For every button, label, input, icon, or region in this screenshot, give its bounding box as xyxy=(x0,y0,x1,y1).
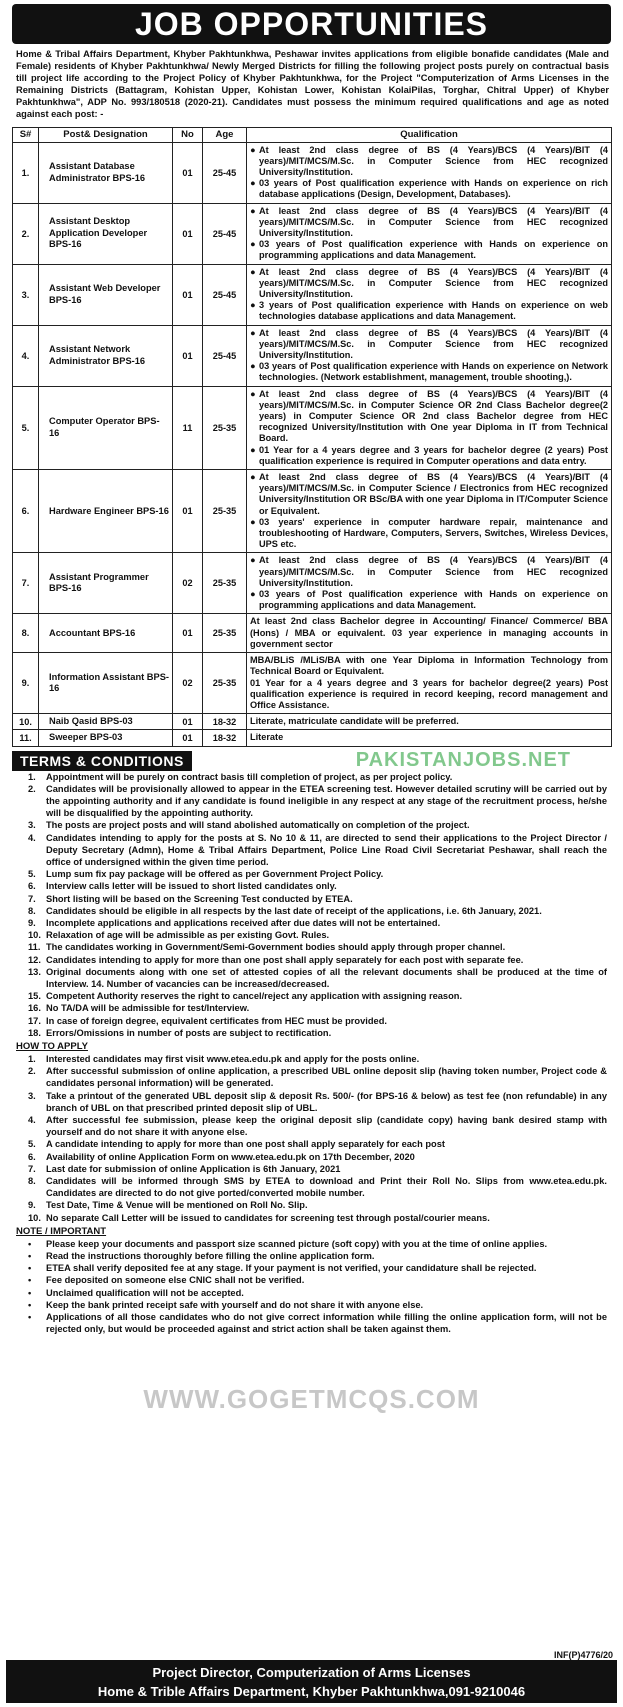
qualification-text: At least 2nd class degree of BS (4 Years)/BCS (4 Years)/BIT (4 years)/MIT/MCS/M.Sc. in Computer Science from HEC recognized University/Institution. xyxy=(259,266,608,299)
cell-sn: 8. xyxy=(13,614,39,653)
term-item xyxy=(28,941,607,953)
list-number: • xyxy=(28,1263,32,1274)
list-number: • xyxy=(28,1312,32,1323)
note-title: NOTE / IMPORTANT xyxy=(16,1225,107,1237)
list-text: Errors/Omissions in number of posts are subject to rectification. xyxy=(46,1027,332,1038)
list-text: A candidate intending to apply for more than one post shall apply separately for each post xyxy=(46,1139,445,1150)
bullet-icon: ● xyxy=(250,205,256,216)
reference-number: INF(P)4776/20 xyxy=(553,1650,613,1660)
cell-sn: 6. xyxy=(13,470,39,553)
qualification-item xyxy=(250,389,608,445)
list-number: 9. xyxy=(28,917,36,928)
cell-sn: 5. xyxy=(13,386,39,469)
watermark-top: PAKISTANJOBS.NET xyxy=(355,749,571,772)
list-number: 6. xyxy=(28,1151,36,1162)
cell-sn: 4. xyxy=(13,325,39,386)
qualification-text: At least 2nd class degree of BS (4 Years)/BCS (4 Years)/BIT (4 years)/MIT/MCS/M.Sc. in Computer Science OR 2nd Class Bachelor degree(2 years) in Computer Science OR 2nd class Bachelor degree from HEC recognized University/Institution with One year Diploma in IT from Technical Board. xyxy=(259,388,608,444)
qualification-text: 03 years of Post qualification experience with Hands on experience on programming applications and data Management. xyxy=(259,239,608,261)
list-number: 10. xyxy=(28,1212,41,1223)
list-number: 6. xyxy=(28,881,36,892)
note-item xyxy=(28,1238,607,1250)
footer-line-2: Home & Trible Affairs Department, Khyber Pakhtunkhwa,091-9210046 xyxy=(97,1684,526,1699)
cell-qualification xyxy=(247,264,612,325)
footer xyxy=(6,1660,617,1703)
qualification-text: At least 2nd class degree of BS (4 Years)/BCS (4 Years)/BIT (4 years)/MIT/MCS/M.Sc. in Computer Science from HEC recognized University/Institution. xyxy=(259,205,608,238)
footer-line-1: Project Director, Computerization of Arms Licenses xyxy=(152,1665,471,1680)
term-item xyxy=(28,832,607,869)
list-number: 15. xyxy=(28,991,41,1002)
cell-sn: 9. xyxy=(13,653,39,714)
term-item xyxy=(28,1015,607,1027)
qualification-text: 01 Year for a 4 years degree and 3 years for bachelor degree(2 years) Post qualification experience is required in record keeping, record management and Office Assistance. xyxy=(250,677,608,710)
cell-age: 25-45 xyxy=(203,325,247,386)
list-text: Appointment will be purely on contract basis till completion of project, as per project policy. xyxy=(46,771,453,782)
cell-post: Assistant Programmer BPS-16 xyxy=(39,553,173,614)
list-number: 3. xyxy=(28,1090,36,1101)
table-row xyxy=(13,653,612,714)
list-text: Original documents along with one set of attested copies of all the relevant documents shall be produced at the time of Interview. 14. Number of vacancies can be increased/decreased. xyxy=(46,966,607,989)
note-item xyxy=(28,1250,607,1262)
bullet-icon: ● xyxy=(250,178,256,189)
list-text: Interested candidates may first visit www.etea.edu.pk and apply for the posts online. xyxy=(46,1053,420,1064)
list-number: 8. xyxy=(28,1176,36,1187)
qualification-text: At least 2nd class Bachelor degree in Accounting/ Finance/ Commerce/ BBA (Hons) / MBA or equivalent. 03 year experience in managing accounts in government sector xyxy=(250,616,608,649)
cell-no: 01 xyxy=(173,264,203,325)
qualification-item xyxy=(250,178,608,200)
qualification-item xyxy=(250,145,608,179)
qualification-item xyxy=(250,517,608,551)
term-item xyxy=(28,893,607,905)
list-number: • xyxy=(28,1251,32,1262)
list-number: 7. xyxy=(28,1163,36,1174)
list-number: 1. xyxy=(28,771,36,782)
header-qualification: Qualification xyxy=(247,127,612,142)
how-to-apply-item xyxy=(28,1151,607,1163)
notes-list xyxy=(6,1238,617,1336)
cell-qualification xyxy=(247,470,612,553)
term-item xyxy=(28,929,607,941)
note-item xyxy=(28,1274,607,1286)
list-number: • xyxy=(28,1238,32,1249)
cell-age: 25-35 xyxy=(203,386,247,469)
cell-sn: 3. xyxy=(13,264,39,325)
cell-no: 02 xyxy=(173,553,203,614)
cell-qualification xyxy=(247,142,612,203)
cell-qualification xyxy=(247,325,612,386)
list-number: • xyxy=(28,1299,32,1310)
cell-no: 01 xyxy=(173,203,203,264)
header-age: Age xyxy=(203,127,247,142)
list-number: 7. xyxy=(28,893,36,904)
list-text: Unclaimed qualification will not be accepted. xyxy=(46,1287,244,1298)
qualification-text: 03 years of Post qualification experience with Hands on experience on rich database applications (Design, Development, Databases). xyxy=(259,178,608,200)
list-text: Lump sum fix pay package will be offered as per Government Project Policy. xyxy=(46,869,384,880)
cell-sn: 2. xyxy=(13,203,39,264)
bullet-icon: ● xyxy=(250,239,256,250)
term-item xyxy=(28,917,607,929)
bullet-icon: ● xyxy=(250,144,256,155)
note-item xyxy=(28,1262,607,1274)
cell-no: 01 xyxy=(173,470,203,553)
cell-age: 25-35 xyxy=(203,470,247,553)
table-row xyxy=(13,614,612,653)
term-item xyxy=(28,783,607,820)
list-text: Take a printout of the generated UBL deposit slip & deposit Rs. 500/- (for BPS-16 & below) as test fee (non refundable) in any branch of UBL on that prescribed printed deposit slip of UBL. xyxy=(46,1090,607,1113)
note-item xyxy=(28,1299,607,1311)
list-text: Candidates will be provisionally allowed to appear in the ETEA screening test. However detailed scrutiny will be carried out by the appointing authority and if any candidate is found ineligible in any respect at any stage of the recruitment process, he/she will be disqualified by the appointing authority. xyxy=(46,783,607,819)
cell-no: 01 xyxy=(173,325,203,386)
list-text: No TA/DA will be admissible for test/Interview. xyxy=(46,1003,250,1014)
list-text: Competent Authority reserves the right to cancel/reject any application with assigning reason. xyxy=(46,991,463,1002)
qualification-item xyxy=(250,616,608,650)
table-row xyxy=(13,730,612,746)
list-text: Test Date, Time & Venue will be mentioned on Roll No. Slip. xyxy=(46,1200,308,1211)
qualification-text: At least 2nd class degree of BS (4 Years)/BCS (4 Years)/BIT (4 years)/MIT/MCS/M.Sc. in Computer Science from HEC recognized University/Institution. xyxy=(259,327,608,361)
list-text: Keep the bank printed receipt safe with yourself and do not share it with anyone else. xyxy=(46,1299,424,1310)
term-item xyxy=(28,1002,607,1014)
list-text: Fee deposited on someone else CNIC shall not be verified. xyxy=(46,1275,305,1286)
list-number: 3. xyxy=(28,820,36,831)
qualification-item xyxy=(250,267,608,301)
how-to-apply-list xyxy=(6,1053,617,1224)
list-text: Candidates intending to apply for more than one post shall apply separately for each post with separate fee. xyxy=(46,954,524,965)
bullet-icon: ● xyxy=(250,361,256,372)
term-item xyxy=(28,905,607,917)
qualification-text: MBA/BLiS /MLiS/BA with one Year Diploma in Information Technology from Technical Board or Equivalent. xyxy=(250,655,608,677)
cell-qualification xyxy=(247,553,612,614)
qualification-item xyxy=(250,732,608,743)
qualification-text: At least 2nd class degree of BS (4 Years)/BCS (4 Years)/BIT (4 years)/MIT/MCS/M.Sc. in Computer Science from HEC recognized University/Institution. xyxy=(259,555,608,588)
cell-post: Information Assistant BPS-16 xyxy=(39,653,173,714)
term-item xyxy=(28,954,607,966)
cell-age: 25-35 xyxy=(203,553,247,614)
qualification-text: Literate, matriculate candidate will be preferred. xyxy=(250,716,459,727)
qualification-item xyxy=(250,361,608,383)
bullet-icon: ● xyxy=(250,300,256,311)
bullet-icon: ● xyxy=(250,472,256,483)
note-item xyxy=(28,1311,607,1335)
qualification-item xyxy=(250,472,608,517)
qualification-text: 3 years of Post qualification experience with Hands on experience on web technologies database applications and data Management. xyxy=(259,300,608,322)
qualification-item xyxy=(250,445,608,467)
qualification-item xyxy=(250,655,608,677)
bullet-icon: ● xyxy=(250,589,256,600)
how-to-apply-item xyxy=(28,1053,607,1065)
term-item xyxy=(28,868,607,880)
bullet-icon: ● xyxy=(250,555,256,566)
table-row xyxy=(13,386,612,469)
list-text: Please keep your documents and passport size scanned picture (soft copy) with you at the time of online applies. xyxy=(46,1238,548,1249)
bullet-icon: ● xyxy=(250,327,256,338)
table-row xyxy=(13,470,612,553)
qualification-text: 03 years of Post qualification experience with Hands on experience on programming applications and data Management. xyxy=(259,589,608,611)
list-number: 13. xyxy=(28,966,41,977)
table-row xyxy=(13,142,612,203)
list-number: 5. xyxy=(28,1139,36,1150)
table-row xyxy=(13,203,612,264)
header-no: No xyxy=(173,127,203,142)
cell-post: Assistant Web Developer BPS-16 xyxy=(39,264,173,325)
list-text: No separate Call Letter will be issued to candidates for screening test through postal/courier means. xyxy=(46,1212,490,1223)
list-text: Availability of online Application Form on www.etea.edu.pk on 17th December, 2020 xyxy=(46,1151,415,1162)
table-row xyxy=(13,553,612,614)
jobs-table-body xyxy=(13,142,612,746)
cell-qualification xyxy=(247,730,612,746)
terms-header xyxy=(12,751,611,771)
how-to-apply-item xyxy=(28,1138,607,1150)
cell-qualification xyxy=(247,386,612,469)
page-title: JOB OPPORTUNITIES xyxy=(12,4,611,44)
list-text: After successful fee submission, please keep the original deposit slip (candidate copy) having bank desired stamp with yourself and do not share it with anyone else. xyxy=(46,1115,607,1138)
term-item xyxy=(28,771,607,783)
qualification-item xyxy=(250,716,608,727)
term-item xyxy=(28,880,607,892)
qualification-item xyxy=(250,555,608,589)
cell-age: 25-45 xyxy=(203,142,247,203)
cell-qualification xyxy=(247,614,612,653)
list-number: 4. xyxy=(28,1115,36,1125)
cell-post: Assistant Desktop Application Developer BPS-16 xyxy=(39,203,173,264)
cell-post: Sweeper BPS-03 xyxy=(39,730,173,746)
intro-paragraph: Home & Tribal Affairs Department, Khyber Pakhtunkhwa, Peshawar invites applications from eligible bonafide candidates (Male and Female) residents of Khyber Pakhtunkhwa/ Newly Merged Districts for filling the following project posts purely on contractual basis till project life according to the Project Policy of Khyber Pakhtunkhwa, for the Project "Computerization of Arms Licenses in the Remaining Districts (Battagram, Kohistan Upper, Kohistan Lower, Kohistan KolaiPilas, Torghar, Chitral Upper) of Khyber Pakhtunkhwa", ADP No. 993/180518 (2020-21). Candidates must possess the minimum required qualifications and age as noted against each post: - xyxy=(16,49,609,120)
cell-qualification xyxy=(247,714,612,730)
list-number: • xyxy=(28,1275,32,1286)
cell-no: 01 xyxy=(173,714,203,730)
list-number: 5. xyxy=(28,869,36,880)
list-text: Last date for submission of online Application is 6th January, 2021 xyxy=(46,1163,341,1174)
table-row xyxy=(13,264,612,325)
qualification-item xyxy=(250,206,608,240)
table-row xyxy=(13,325,612,386)
qualification-text: At least 2nd class degree of BS (4 Years)/BCS (4 Years)/BIT (4 years)/MIT/MCS/M.Sc. in Computer Science from HEC recognized University/Institution. xyxy=(259,144,608,177)
bullet-icon: ● xyxy=(250,388,256,399)
cell-no: 01 xyxy=(173,730,203,746)
term-item xyxy=(28,966,607,990)
list-text: Candidates should be eligible in all respects by the last date of receipt of the applications, i.e. 6th January, 2021. xyxy=(46,905,542,916)
table-row xyxy=(13,714,612,730)
bullet-icon: ● xyxy=(250,516,256,527)
list-number: 4. xyxy=(28,832,36,843)
cell-post: Assistant Network Administrator BPS-16 xyxy=(39,325,173,386)
jobs-table xyxy=(12,127,612,747)
list-text: Interview calls letter will be issued to short listed candidates only. xyxy=(46,881,337,892)
qualification-text: 01 Year for a 4 years degree and 3 years for bachelor degree (2 years) Post qualification experience is required in Computer operations and data entry. xyxy=(259,444,608,466)
cell-no: 11 xyxy=(173,386,203,469)
how-to-apply-item xyxy=(28,1090,607,1114)
list-number: 10. xyxy=(28,930,41,941)
cell-sn: 10. xyxy=(13,714,39,730)
cell-sn: 7. xyxy=(13,553,39,614)
list-text: Incomplete applications and applications received after due dates will not be entertained. xyxy=(46,917,441,928)
qualification-text: 03 years of Post qualification experience with Hands on experience on Network technologies. (Network establishment, management, trouble shooting,). xyxy=(259,361,608,383)
qualification-text: 03 years' experience in computer hardware repair, maintenance and troubleshooting of Hardware, Computers, Servers, Switches, Wireless Devices, UPS etc. xyxy=(259,516,608,550)
list-number: 11. xyxy=(28,942,41,953)
bullet-icon: ● xyxy=(250,266,256,277)
list-text: Candidates will be informed through SMS by ETEA to download and Print their Roll No. Slips from www.etea.edu.pk. Candidates are directed to do not give ported/converted mobile number. xyxy=(46,1176,607,1199)
list-text: Short listing will be based on the Screening Test conducted by ETEA. xyxy=(46,893,353,904)
qualification-item xyxy=(250,239,608,261)
list-number: 8. xyxy=(28,905,36,916)
qualification-item xyxy=(250,300,608,322)
cell-qualification xyxy=(247,653,612,714)
list-text: The candidates working in Government/Semi-Government bodies should apply through proper channel. xyxy=(46,942,506,953)
qualification-text: At least 2nd class degree of BS (4 Years)/BCS (4 Years)/BIT (4 years)/MIT/MCS/M.Sc. in Computer Science / Electronics from HEC recognized University/Institution OR BSc/BA with one year Diploma in IT/Computer Science or Equivalent. xyxy=(259,472,608,516)
how-to-apply-item xyxy=(28,1114,607,1138)
cell-age: 25-35 xyxy=(203,653,247,714)
list-text: The posts are project posts and will stand abolished automatically on completion of the project. xyxy=(46,820,470,831)
cell-sn: 1. xyxy=(13,142,39,203)
list-text: After successful submission of online application, a prescribed UBL online deposit slip (having token number, Project code & candidates personal information) will be generated. xyxy=(46,1066,607,1089)
terms-list xyxy=(6,771,617,1039)
bullet-icon: ● xyxy=(250,444,256,455)
header-post: Post& Designation xyxy=(39,127,173,142)
how-to-apply-item xyxy=(28,1212,607,1224)
list-text: Read the instructions thoroughly before filling the online application form. xyxy=(46,1251,375,1262)
watermark-bottom: WWW.GOGETMCQS.COM xyxy=(143,1384,480,1414)
cell-qualification xyxy=(247,203,612,264)
how-to-apply-item xyxy=(28,1163,607,1175)
how-to-apply-item xyxy=(28,1199,607,1211)
cell-post: Accountant BPS-16 xyxy=(39,614,173,653)
cell-age: 25-45 xyxy=(203,203,247,264)
how-to-apply-item xyxy=(28,1065,607,1089)
cell-no: 01 xyxy=(173,142,203,203)
cell-age: 18-32 xyxy=(203,714,247,730)
cell-post: Computer Operator BPS-16 xyxy=(39,386,173,469)
list-number: • xyxy=(28,1287,32,1298)
list-text: ETEA shall verify deposited fee at any stage. If your payment is not verified, your candidature shall be rejected. xyxy=(46,1263,537,1274)
header-sn: S# xyxy=(13,127,39,142)
cell-age: 18-32 xyxy=(203,730,247,746)
term-item xyxy=(28,990,607,1002)
cell-post: Assistant Database Administrator BPS-16 xyxy=(39,142,173,203)
list-text: Relaxation of age will be admissible as per existing Govt. Rules. xyxy=(46,930,330,941)
term-item xyxy=(28,819,607,831)
list-number: 1. xyxy=(28,1053,36,1064)
how-to-apply-title: HOW TO APPLY xyxy=(16,1040,88,1052)
cell-post: Naib Qasid BPS-03 xyxy=(39,714,173,730)
cell-age: 25-45 xyxy=(203,264,247,325)
list-number: 9. xyxy=(28,1200,36,1211)
cell-no: 01 xyxy=(173,614,203,653)
list-number: 2. xyxy=(28,783,36,794)
cell-no: 02 xyxy=(173,653,203,714)
qualification-item xyxy=(250,678,608,712)
qualification-text: Literate xyxy=(250,732,284,743)
cell-post: Hardware Engineer BPS-16 xyxy=(39,470,173,553)
cell-age: 25-35 xyxy=(203,614,247,653)
list-number: 12. xyxy=(28,954,41,965)
list-number: 2. xyxy=(28,1066,36,1077)
note-item xyxy=(28,1287,607,1299)
term-item xyxy=(28,1027,607,1039)
qualification-item xyxy=(250,589,608,611)
list-text: Candidates intending to apply for the posts at S. No 10 & 11, are directed to send their applications to the Project Director / Deputy Secretary (Admn), Home & Tribal Affairs Department, Police Line Road Civil Secretariat Peshawar, shall reach the office of undersigned within the given time period. xyxy=(46,832,607,867)
terms-title: TERMS & CONDITIONS xyxy=(12,751,192,771)
cell-sn: 11. xyxy=(13,730,39,746)
how-to-apply-item xyxy=(28,1175,607,1199)
qualification-item xyxy=(250,328,608,362)
list-text: Applications of all those candidates who do not give correct information while filling the online application form, will not be rejected only, but would be proceeded against and strict action shall be taken against them. xyxy=(46,1312,607,1335)
list-number: 16. xyxy=(28,1003,41,1014)
list-number: 17. xyxy=(28,1015,41,1026)
list-number: 18. xyxy=(28,1027,41,1038)
list-text: In case of foreign degree, equivalent certificates from HEC must be provided. xyxy=(46,1015,387,1026)
table-header-row xyxy=(13,127,612,142)
